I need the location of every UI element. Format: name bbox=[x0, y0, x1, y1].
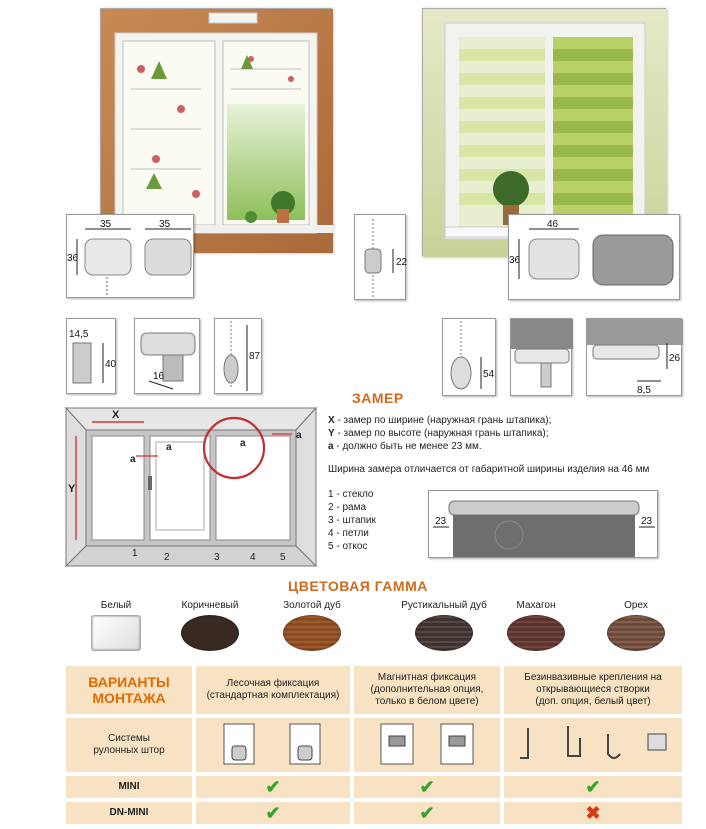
dim-14-5: 14,5 bbox=[69, 329, 89, 340]
diagram-x-label: X bbox=[112, 409, 120, 421]
handle-87-thumb bbox=[214, 318, 262, 394]
dim-23-right: 23 bbox=[641, 516, 653, 527]
systems-line2: рулонных штор bbox=[93, 745, 165, 756]
measure-note: Ширина замера отличается от габаритной ширины изделия на 46 мм bbox=[328, 464, 650, 475]
part-4: 4 - петли bbox=[328, 528, 369, 539]
diagram-y-label: Y bbox=[68, 483, 76, 495]
mounting-head-line1: ВАРИАНТЫ bbox=[88, 674, 170, 690]
cassette-35-thumb bbox=[66, 214, 194, 298]
part-5: 5 - откос bbox=[328, 541, 368, 552]
colors-title: ЦВЕТОВАЯ ГАММА bbox=[288, 578, 428, 594]
swatch-label-brown: Коричневый bbox=[181, 600, 239, 611]
dim-8-5: 8,5 bbox=[637, 385, 651, 396]
col2-line2: (дополнительная опция, bbox=[370, 684, 484, 695]
row-mini-c2 bbox=[354, 776, 500, 798]
swatch-rustic-oak bbox=[415, 615, 473, 651]
magnet-icon bbox=[357, 720, 497, 770]
row-mini-c3 bbox=[504, 776, 682, 798]
swatch-label-white: Белый bbox=[100, 600, 132, 611]
check-icon: ✔ bbox=[265, 777, 281, 797]
row-mini-c1 bbox=[196, 776, 350, 798]
cassette-46-thumb bbox=[508, 214, 680, 300]
col2-line1: Магнитная фиксация bbox=[377, 672, 477, 683]
dim-40: 40 bbox=[105, 359, 117, 370]
mounting-col3-head bbox=[504, 666, 682, 714]
mounting-head-line2: МОНТАЖА bbox=[92, 690, 166, 706]
check-icon: ✔ bbox=[585, 777, 601, 797]
swatch-item-walnut bbox=[586, 600, 686, 651]
rail-26-thumb bbox=[586, 318, 682, 396]
diagram-num-5: 5 bbox=[280, 552, 286, 563]
measure-line-a: a - должно быть не менее 23 мм. bbox=[328, 441, 482, 452]
fishing-line-illustration-cell bbox=[196, 718, 350, 772]
swatch-item-white bbox=[66, 600, 166, 651]
diagram-a-label-4: a bbox=[296, 430, 302, 441]
row-dnmini-name: DN-MINI bbox=[66, 802, 192, 824]
swatch-brown bbox=[181, 615, 239, 651]
measure-line-x: X - замер по ширине (наружная грань штапика); bbox=[328, 415, 552, 426]
part-1: 1 - стекло bbox=[328, 489, 374, 500]
col1-line2: (стандартная комплектация) bbox=[206, 690, 340, 701]
dim-22: 22 bbox=[396, 257, 408, 268]
dim-54: 54 bbox=[483, 369, 495, 380]
dim-35-left: 35 bbox=[100, 219, 112, 230]
clip-illustration-cell bbox=[504, 718, 682, 772]
swatch-label-golden-oak: Золотой дуб bbox=[283, 600, 341, 611]
dim-36-left: 36 bbox=[67, 253, 79, 264]
swatch-label-walnut: Орех bbox=[624, 600, 648, 611]
swatch-item-brown bbox=[160, 600, 260, 651]
col3-line2: открывающиеся створки bbox=[536, 684, 650, 695]
dim-35-right: 35 bbox=[159, 219, 171, 230]
swatch-walnut bbox=[607, 615, 665, 651]
col2-line3: только в белом цвете) bbox=[375, 696, 479, 707]
dim-26: 26 bbox=[669, 353, 681, 364]
diagram-a-label-3: a bbox=[240, 438, 246, 449]
window-measure-diagram bbox=[66, 408, 316, 566]
row-dnmini-c2 bbox=[354, 802, 500, 824]
diagram-num-4: 4 bbox=[250, 552, 256, 563]
mounting-col1-head bbox=[196, 666, 350, 714]
swatch-item-mahogany bbox=[486, 600, 586, 651]
bottom-rail-thumb bbox=[510, 318, 572, 396]
roller-23-thumb bbox=[428, 490, 658, 558]
fishing-line-icon bbox=[198, 720, 348, 770]
swatch-label-rustic-oak: Рустикальный дуб bbox=[401, 600, 487, 611]
dim-36-right: 36 bbox=[509, 255, 521, 266]
diagram-num-1: 1 bbox=[132, 548, 138, 559]
col3-line3: (доп. опция, белый цвет) bbox=[535, 696, 651, 707]
systems-line1: Системы bbox=[108, 733, 150, 744]
dim-87: 87 bbox=[249, 351, 261, 362]
diagram-a-label-2: a bbox=[166, 442, 172, 453]
diagram-num-3: 3 bbox=[214, 552, 220, 563]
dim-46: 46 bbox=[547, 219, 559, 230]
part-2: 2 - рама bbox=[328, 502, 367, 513]
measure-title: ЗАМЕР bbox=[352, 390, 404, 406]
dim-23-left: 23 bbox=[435, 516, 447, 527]
end-16-thumb bbox=[134, 318, 200, 394]
cross-icon: ✖ bbox=[585, 803, 601, 823]
swatch-label-mahogany: Махагон bbox=[516, 600, 556, 611]
swatch-golden-oak bbox=[283, 615, 341, 651]
dim-16: 16 bbox=[153, 371, 165, 382]
mounting-col2-head bbox=[354, 666, 500, 714]
swatch-white bbox=[91, 615, 141, 651]
check-icon: ✔ bbox=[265, 803, 281, 823]
chain-22-thumb bbox=[354, 214, 406, 300]
col3-line1: Безинвазивные крепления на bbox=[524, 672, 662, 683]
col1-line1: Лесочная фиксация bbox=[226, 678, 320, 689]
clip-icon bbox=[508, 720, 678, 770]
diagram-num-2: 2 bbox=[164, 552, 170, 563]
row-mini-name: MINI bbox=[66, 776, 192, 798]
swatch-mahogany bbox=[507, 615, 565, 651]
part-3: 3 - штапик bbox=[328, 515, 376, 526]
mounting-head-cell bbox=[66, 666, 192, 714]
diagram-a-label-1: a bbox=[130, 454, 136, 465]
row-dnmini-c1 bbox=[196, 802, 350, 824]
check-icon: ✔ bbox=[419, 777, 435, 797]
check-icon: ✔ bbox=[419, 803, 435, 823]
side-40-thumb bbox=[66, 318, 116, 394]
swatch-item-golden-oak bbox=[262, 600, 362, 651]
measure-line-y: Y - замер по высоте (наружная грань штапика); bbox=[328, 428, 549, 439]
systems-label-cell bbox=[66, 718, 192, 772]
row-dnmini-c3 bbox=[504, 802, 682, 824]
weight-54-thumb bbox=[442, 318, 496, 396]
magnet-illustration-cell bbox=[354, 718, 500, 772]
color-swatches bbox=[66, 600, 686, 658]
